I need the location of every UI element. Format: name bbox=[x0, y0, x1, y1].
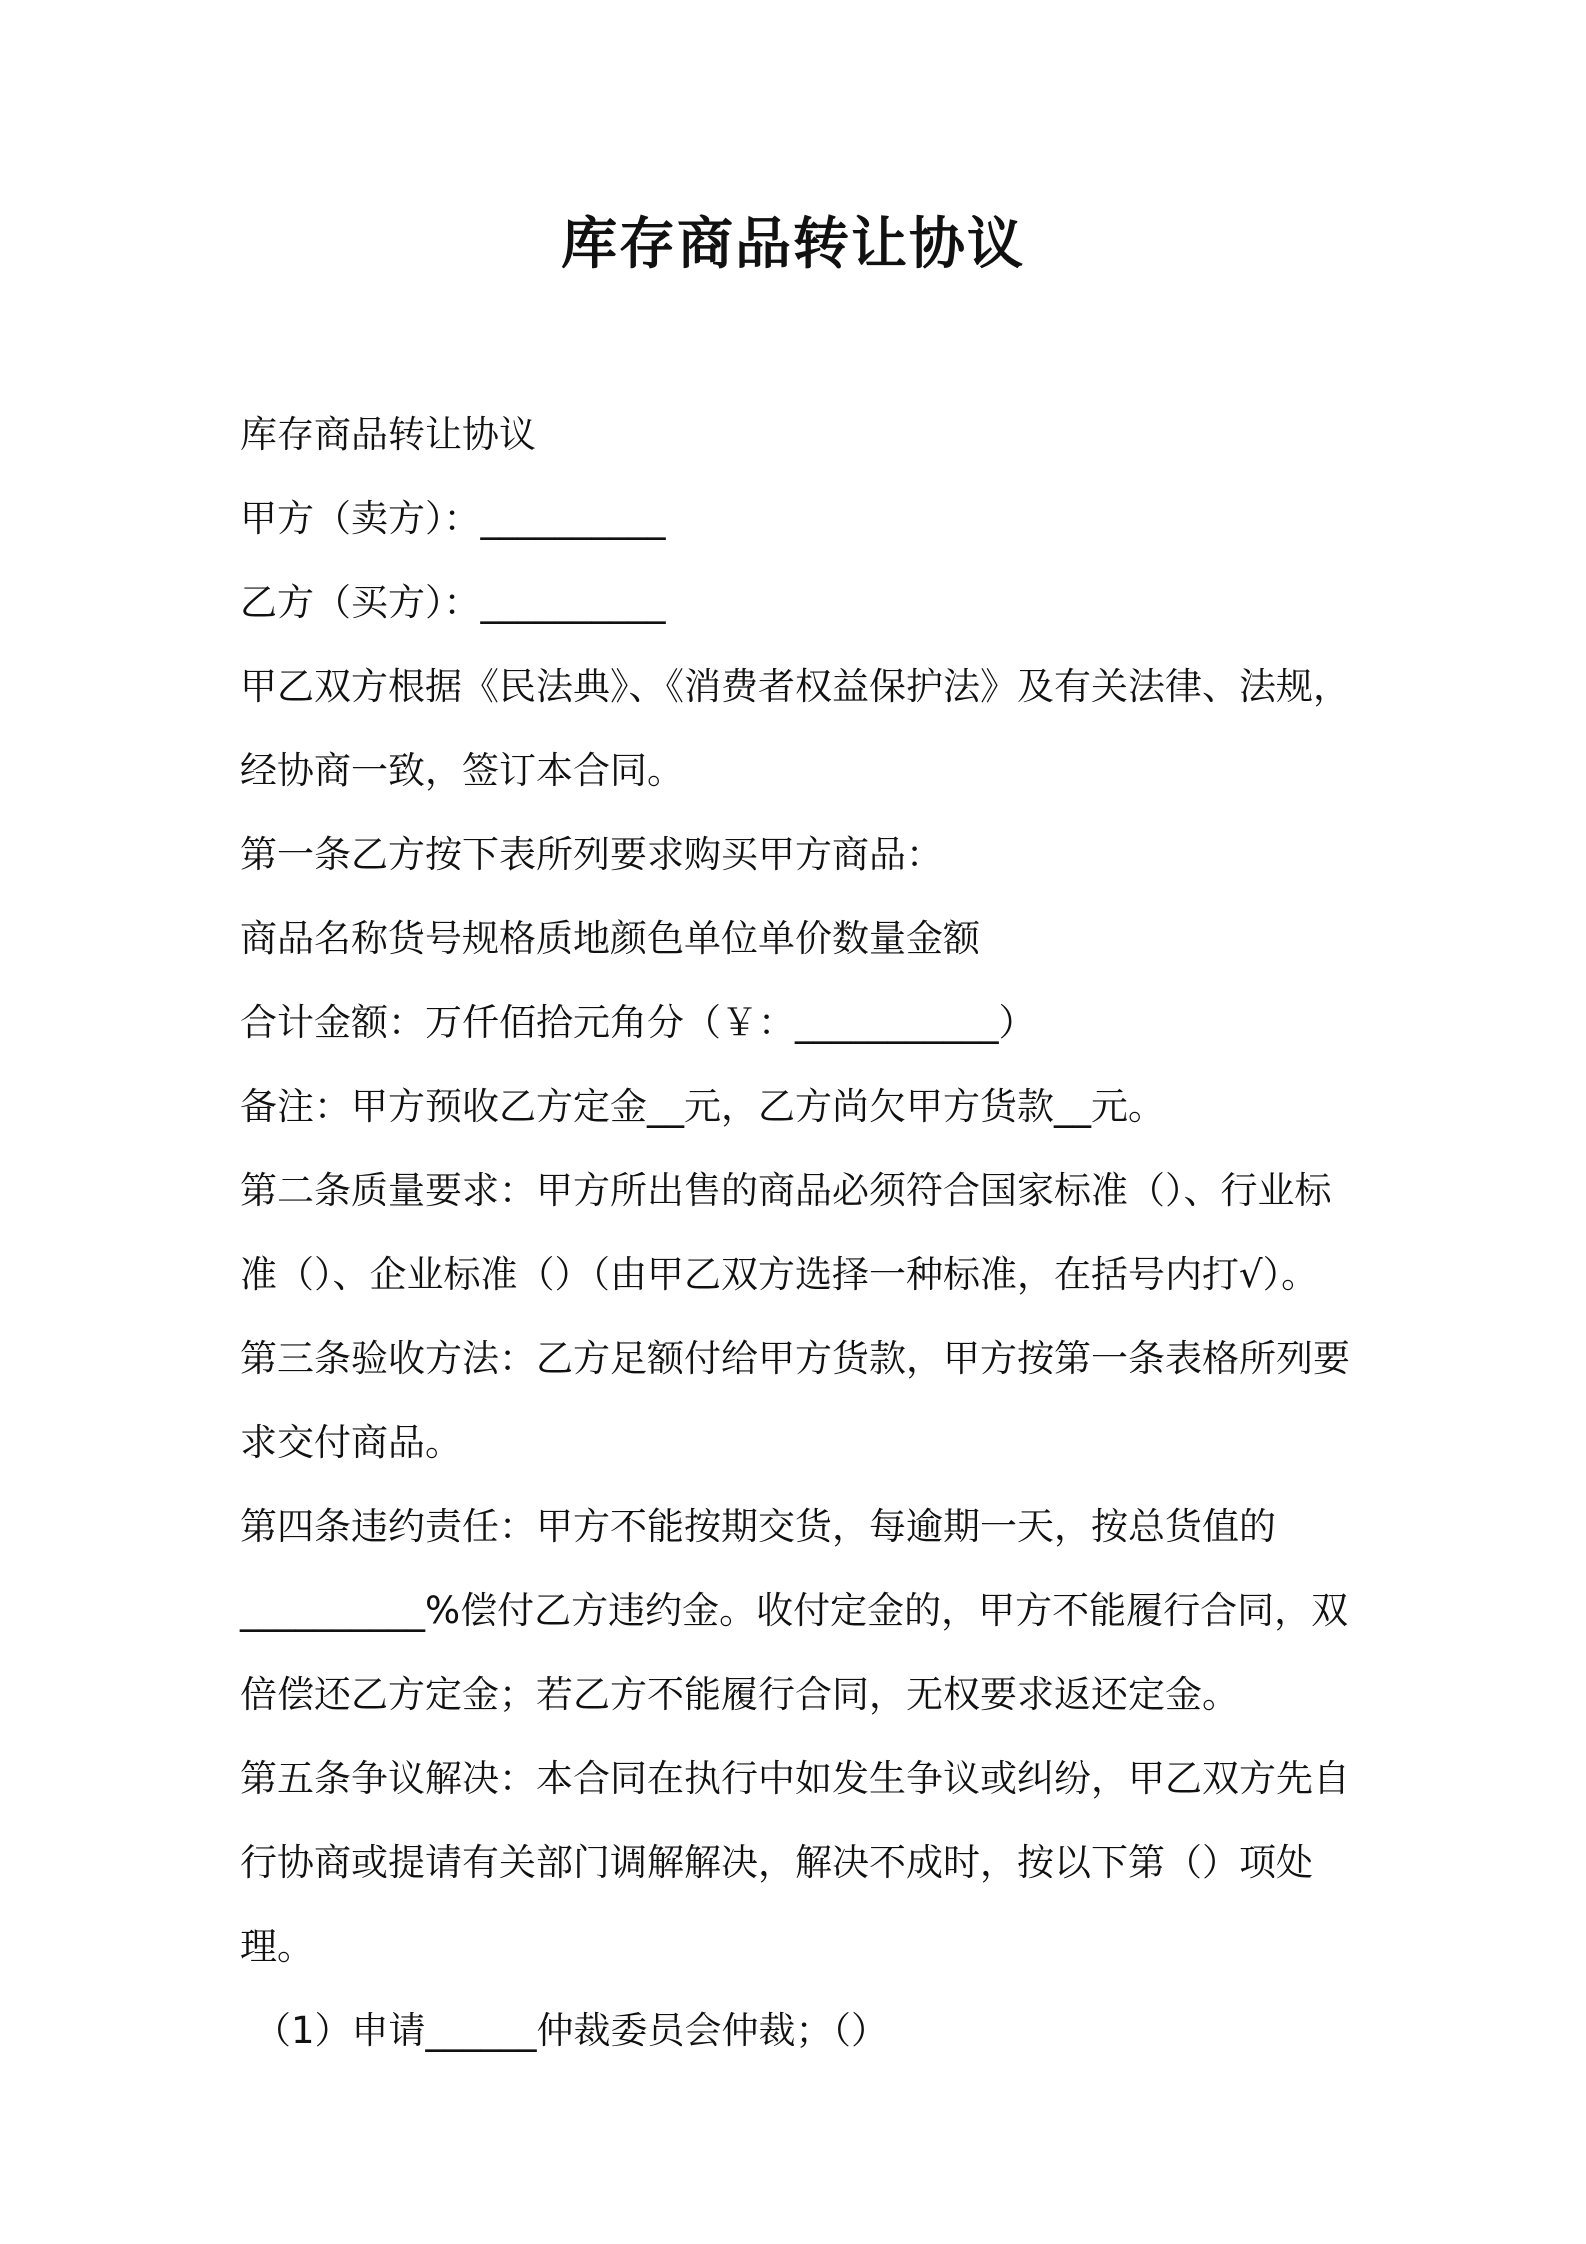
article-3-line-1: 第三条验收方法：乙方足额付给甲方货款，甲方按第一条表格所列要 bbox=[240, 1337, 1350, 1380]
article-4-line-3: 倍偿还乙方定金；若乙方不能履行合同，无权要求返还定金。 bbox=[240, 1673, 1239, 1716]
article-5-line-2: 行协商或提请有关部门调解解决，解决不成时，按以下第（）项处理。 bbox=[240, 1841, 1313, 1968]
article-3-line-2: 求交付商品。 bbox=[240, 1421, 462, 1464]
preamble-line-1: 甲乙双方根据《民法典》、《消费者权益保护法》及有关法律、法规， bbox=[240, 665, 1350, 708]
article-1-line: 第一条乙方按下表所列要求购买甲方商品： bbox=[240, 833, 943, 876]
article-4-line-1: 第四条违约责任：甲方不能按期交货，每逾期一天，按总货值的 bbox=[240, 1505, 1276, 1548]
article-2-line-1: 第二条质量要求：甲方所出售的商品必须符合国家标准（）、行业标 bbox=[240, 1169, 1332, 1212]
party-b-line: 乙方（买方）：__________ bbox=[240, 581, 666, 624]
total-amount-line: 合计金额：万仟佰拾元角分（￥：___________） bbox=[240, 1001, 1036, 1044]
party-a-line: 甲方（卖方）：__________ bbox=[240, 497, 666, 540]
agreement-heading: 库存商品转让协议 bbox=[240, 413, 536, 456]
preamble-line-2: 经协商一致，签订本合同。 bbox=[240, 749, 684, 792]
article-2-line-2: 准（）、企业标准（）（由甲乙双方选择一种标准，在括号内打√）。 bbox=[240, 1253, 1319, 1296]
article-4-line-2: __________%偿付乙方违约金。收付定金的，甲方不能履行合同，双 bbox=[240, 1589, 1349, 1632]
goods-table-header: 商品名称货号规格质地颜色单位单价数量金额 bbox=[240, 917, 980, 960]
article-5-line-1: 第五条争议解决：本合同在执行中如发生争议或纠纷，甲乙双方先自 bbox=[240, 1757, 1350, 1800]
remarks-line: 备注：甲方预收乙方定金__元，乙方尚欠甲方货款__元。 bbox=[240, 1085, 1165, 1128]
article-5-option-1: （1）申请______仲裁委员会仲裁；（） bbox=[254, 2009, 889, 2052]
document-title: 库存商品转让协议 bbox=[561, 212, 1025, 277]
document-body bbox=[240, 393, 1360, 2073]
